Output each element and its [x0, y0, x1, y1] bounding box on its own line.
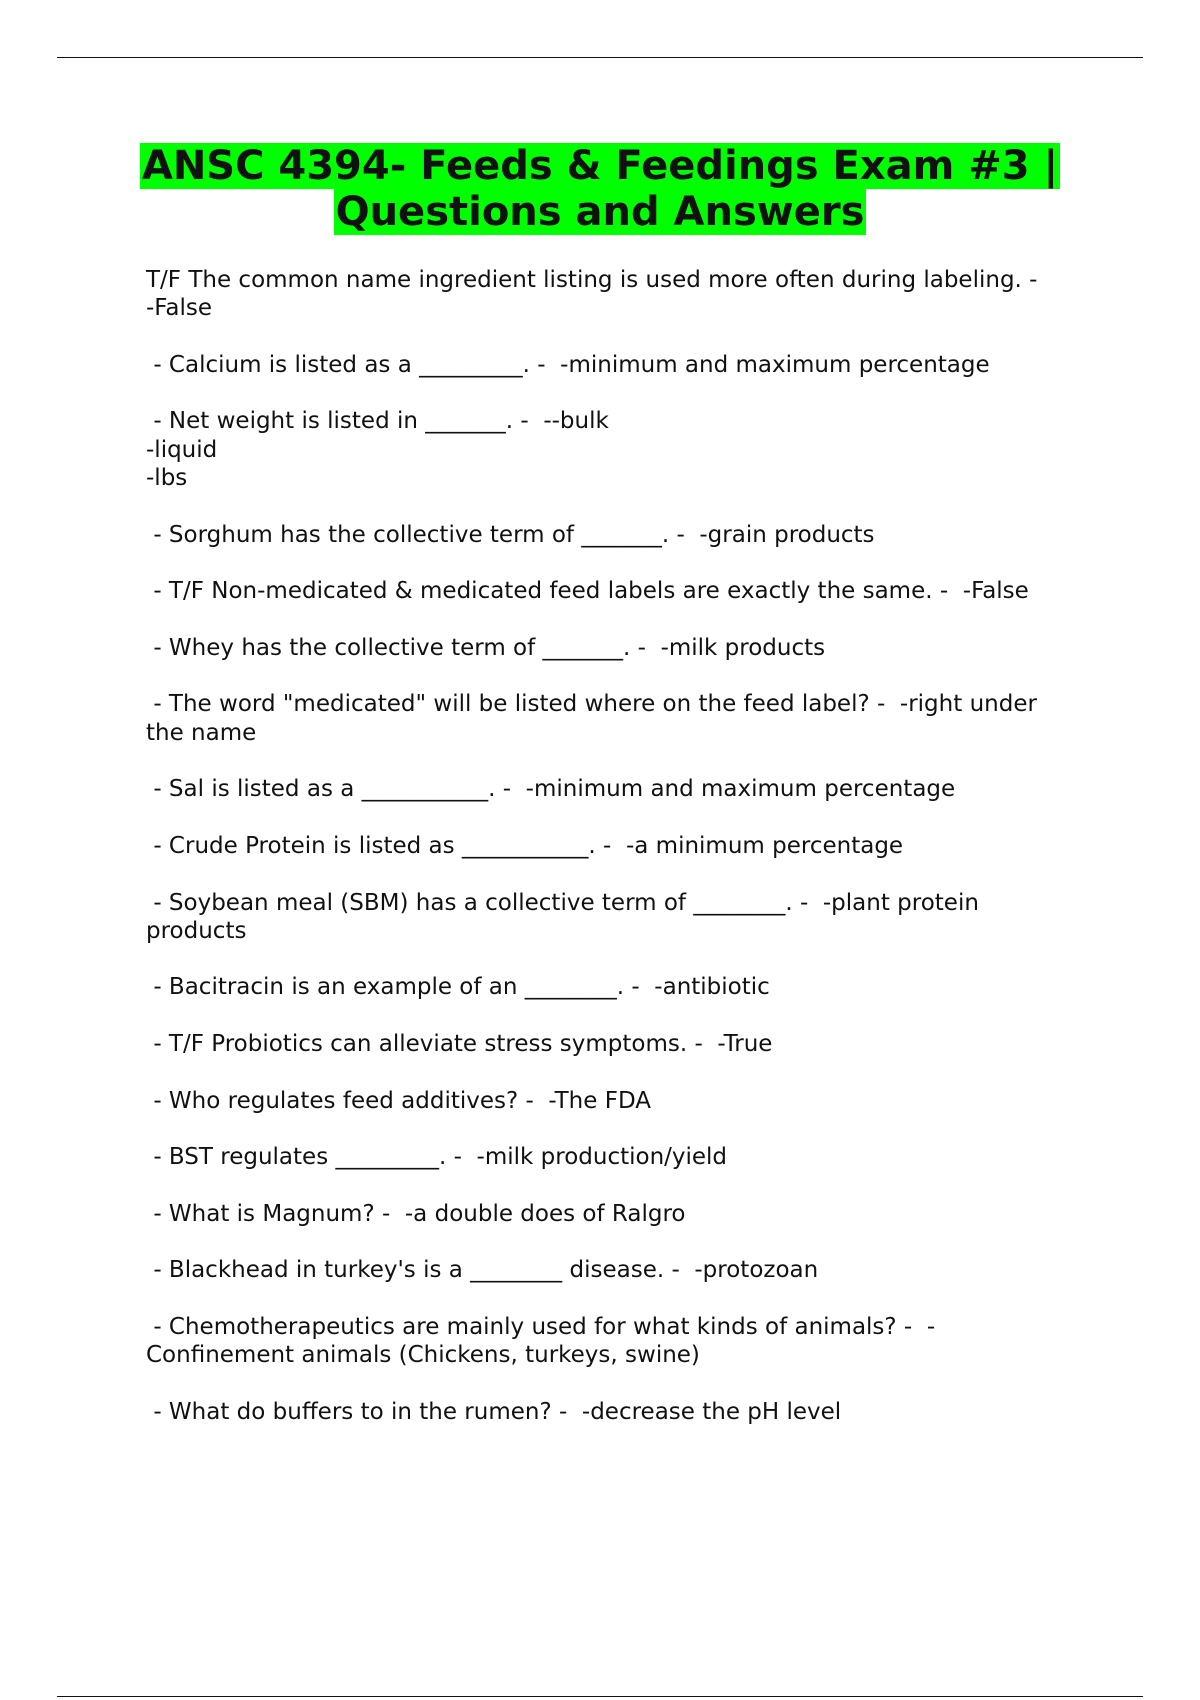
- qa-item-17: - Chemotherapeutics are mainly used for what kinds of animals? - - Confinement animals (Chickens, turkeys, swine): [146, 1313, 936, 1369]
- qa-item-14: - BST regulates _________. - -milk production/yield: [146, 1144, 728, 1171]
- qa-item-10: - Soybean meal (SBM) has a collective term of ________. - -plant protein products: [146, 889, 979, 944]
- qa-item-18: - What do buffers to in the rumen? - -decrease the pH level: [146, 1398, 842, 1425]
- header-rule: [57, 57, 1143, 58]
- footer-rule: [57, 1696, 1143, 1697]
- title-line-1: ANSC 4394- Feeds & Feedings Exam #3 |: [141, 143, 1059, 189]
- qa-item-16: - Blackhead in turkey's is a ________ disease. - -protozoan: [146, 1257, 819, 1284]
- qa-item-5: - T/F Non-medicated & medicated feed labels are exactly the same. - -False: [146, 578, 1029, 605]
- qa-item-2: - Calcium is listed as a _________. - -minimum and maximum percentage: [146, 351, 990, 378]
- qa-item-12: - T/F Probiotics can alleviate stress symptoms. - -True: [146, 1031, 773, 1058]
- qa-item-11: - Bacitracin is an example of an ________. - -antibiotic: [146, 974, 770, 1001]
- qa-item-9: - Crude Protein is listed as ___________. - -a minimum percentage: [146, 832, 904, 859]
- qa-item-7: - The word "medicated" will be listed where on the feed label? - -right under the name: [146, 691, 1037, 746]
- qa-item-13: - Who regulates feed additives? - -The FDA: [146, 1087, 651, 1114]
- title-line-2: Questions and Answers: [335, 189, 865, 235]
- qa-item-8: - Sal is listed as a ___________. - -minimum and maximum percentage: [146, 776, 956, 803]
- qa-item-6: - Whey has the collective term of _______. - -milk products: [146, 634, 826, 661]
- qa-item-15: - What is Magnum? - -a double does of Ralgro: [146, 1200, 686, 1227]
- qa-list: [146, 266, 1086, 1454]
- document-title: [0, 143, 1200, 235]
- qa-item-3: - Net weight is listed in _______. - --bulk -liquid -lbs: [146, 408, 609, 492]
- qa-item-1: T/F The common name ingredient listing is used more often during labeling. - -False: [146, 267, 1038, 322]
- qa-item-4: - Sorghum has the collective term of _______. - -grain products: [146, 521, 875, 548]
